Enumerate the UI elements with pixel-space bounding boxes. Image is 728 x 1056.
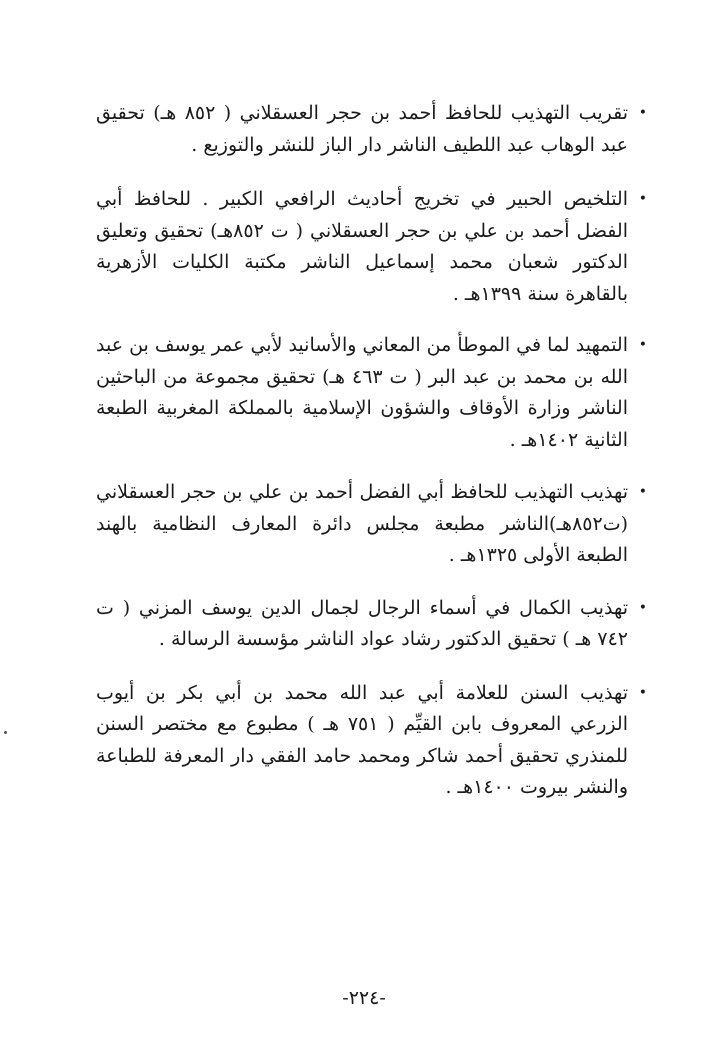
entry-text: تهذيب التهذيب للحافظ أبي الفضل أحمد بن علي بن حجر العسقلاني (ت٨٥٢هـ)الناشر مطبعة مجلس دائرة المعارف النظامية بالهند الطبعة الأولى ١٣٢٥هـ . [96, 481, 628, 566]
bullet-icon: • [638, 105, 647, 121]
bullet-icon: • [638, 191, 647, 207]
bibliography-entry [96, 330, 647, 456]
bullet-icon: • [638, 484, 647, 500]
entry-text: تهذيب السنن للعلامة أبي عبد الله محمد بن أبي بكر بن أيوب الزرعي المعروف بابن القيِّم ( ٧٥١ هـ ) مطبوع مع مختصر السنن للمنذري تحقيق أحمد شاكر ومحمد حامد الفقي دار المعرفة للطباعة والنشر بيروت ١٤٠٠هـ . [96, 681, 628, 798]
entry-text: التمهيد لما في الموطأ من المعاني والأسانيد لأبي عمر يوسف بن عبد الله بن محمد بن عبد البر ( ت ٤٦٣ هـ) تحقيق مجموعة من الباحثين الناشر وزارة الأوقاف والشؤون الإسلامية بالمملكة المغربية الطبعة الثانية ١٤٠٢هـ . [96, 334, 628, 451]
bibliography-entry [96, 477, 647, 572]
bibliography-entry [96, 98, 647, 161]
scan-speck [4, 731, 7, 734]
bibliography-entry [96, 593, 647, 656]
bullet-icon: • [638, 337, 647, 353]
bibliography-entry [96, 678, 647, 804]
bullet-icon: • [638, 684, 647, 701]
entry-text: تقريب التهذيب للحافظ أحمد بن حجر العسقلاني ( ٨٥٢ هـ) تحقيق عبد الوهاب عبد اللطيف الناشر دار الباز للنشر والتوزيع . [96, 102, 628, 156]
bullet-icon: • [638, 599, 647, 616]
entry-text: تهذيب الكمال في أسماء الرجال لجمال الدين يوسف المزني ( ت ٧٤٢ هـ ) تحقيق الدكتور رشاد عواد الناشر مؤسسة الرسالة . [96, 596, 628, 650]
bibliography-list [96, 98, 647, 819]
bibliography-entry [96, 184, 647, 310]
page-number: -٢٢٤- [342, 987, 386, 1009]
entry-text: التلخيص الحبير في تخريج أحاديث الرافعي الكبير . للحافظ أبي الفضل أحمد بن علي بن حجر العسقلاني ( ت ٨٥٢هـ) تحقيق وتعليق الدكتور شعبان محمد إسماعيل الناشر مكتبة الكليات الأزهرية بالقاهرة سنة ١٣٩٩هـ . [96, 188, 628, 305]
